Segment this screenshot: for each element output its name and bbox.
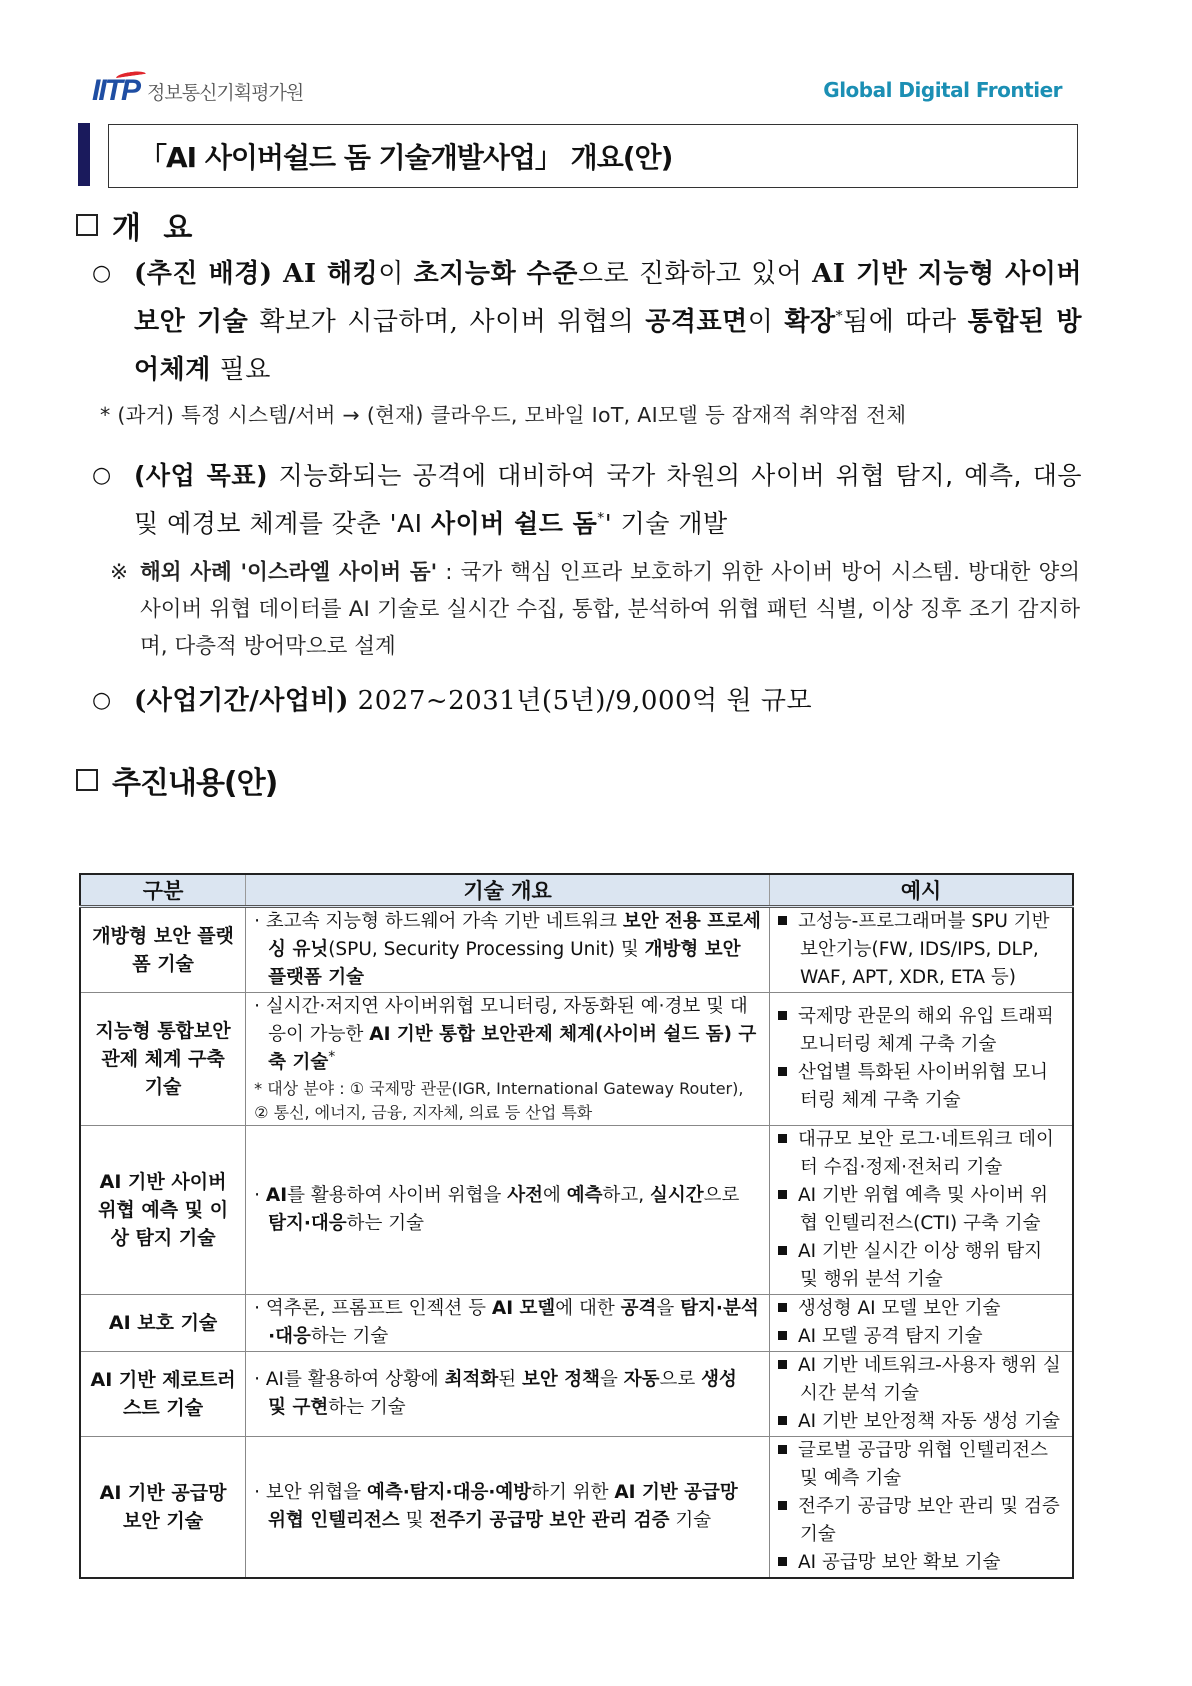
text-bold: 사전 bbox=[507, 1185, 543, 1206]
square-bullet-icon bbox=[778, 1445, 787, 1454]
example-item: 산업별 특화된 사이버위협 모니터링 체계 구축 기술 bbox=[778, 1059, 1064, 1115]
example-item: AI 기반 보안정책 자동 생성 기술 bbox=[778, 1408, 1064, 1436]
text: 됨에 따라 bbox=[843, 307, 968, 337]
square-bullet-icon bbox=[778, 1134, 787, 1143]
example-item: AI 기반 네트워크-사용자 행위 실시간 분석 기술 bbox=[778, 1352, 1064, 1408]
category-cell: AI 기반 제로트러스트 기술 bbox=[80, 1352, 246, 1437]
text: 된 bbox=[498, 1369, 523, 1390]
logo-mark: IITP bbox=[92, 74, 140, 107]
text: 하는 기술 bbox=[328, 1397, 406, 1418]
description-cell: · AI를 활용하여 사이버 위협을 사전에 예측하고, 실시간으로 탐지·대응하는 기술 bbox=[246, 1126, 770, 1295]
text-bold: AI 기반 공급망 위협 인텔리전스 bbox=[268, 1482, 738, 1531]
category-cell: AI 기반 공급망 보안 기술 bbox=[80, 1437, 246, 1579]
title-box bbox=[108, 124, 1078, 188]
text: 초고속 지능형 하드웨어 가속 기반 네트워크 bbox=[265, 911, 623, 932]
bullet-label: (사업기간/사업비) bbox=[134, 686, 349, 716]
description-cell: · 초고속 지능형 하드웨어 가속 기반 네트워크 보안 전용 프로세싱 유닛(SPU, Security Processing Unit) 및 개방형 보안 플랫폼 기술 bbox=[246, 907, 770, 993]
description-cell: · 역추론, 프롬프트 인젝션 등 AI 모델에 대한 공격을 탐지·분석·대응하는 기술 bbox=[246, 1295, 770, 1352]
text-bold: AI 기반 지능형 사이버 보안 기술 bbox=[134, 259, 1083, 337]
example-item: 생성형 AI 모델 보안 기술 bbox=[778, 1295, 1064, 1323]
square-bullet-icon bbox=[778, 1331, 787, 1340]
text: 이 bbox=[747, 307, 785, 337]
example-item: 글로벌 공급망 위협 인텔리전스 및 예측 기술 bbox=[778, 1437, 1064, 1493]
text-bold: 통합된 방어체계 bbox=[134, 307, 1082, 385]
example-cell bbox=[770, 1126, 1073, 1295]
text-bold: 보안 전용 프로세싱 유닛 bbox=[268, 911, 761, 960]
example-item: 대규모 보안 로그·네트워크 데이터 수집·정제·전처리 기술 bbox=[778, 1126, 1064, 1182]
example-item: AI 기반 위협 예측 및 사이버 위협 인텔리전스(CTI) 구축 기술 bbox=[778, 1182, 1064, 1238]
table-row bbox=[80, 1352, 1073, 1437]
circle-bullet-icon: ○ bbox=[92, 688, 112, 713]
category-cell: AI 보호 기술 bbox=[80, 1295, 246, 1352]
square-bullet-icon bbox=[778, 1416, 787, 1425]
footnote-marker: * bbox=[597, 510, 605, 527]
square-bullet-icon bbox=[778, 1011, 787, 1020]
footnote-marker: * bbox=[835, 308, 844, 325]
text-bold: 생성 및 구현 bbox=[268, 1369, 737, 1418]
text-bold: 보안 정책 bbox=[522, 1369, 600, 1390]
background-footnote: * (과거) 특정 시스템/서버 → (현재) 클라우드, 모바일 IoT, AI모델 등 잠재적 취약점 전체 bbox=[100, 403, 907, 427]
text-bold: AI 기반 통합 보안관제 체계(사이버 쉴드 돔) 구축 기술 bbox=[268, 1024, 757, 1073]
square-bullet-icon bbox=[778, 1067, 787, 1076]
text: AI를 활용하여 상황에 bbox=[265, 1369, 445, 1390]
reference-label: 해외 사례 '이스라엘 사이버 돔' bbox=[140, 560, 438, 585]
category-cell: AI 기반 사이버 위협 예측 및 이상 탐지 기술 bbox=[80, 1126, 246, 1295]
circle-bullet-icon: ○ bbox=[92, 261, 112, 286]
description-footnote: ② 통신, 에너지, 금융, 지자체, 의료 등 산업 특화 bbox=[254, 1103, 593, 1122]
example-cell bbox=[770, 1437, 1073, 1579]
text-bold: 확장 bbox=[784, 307, 836, 337]
column-header: 구분 bbox=[80, 874, 246, 907]
text: (SPU, Security Processing Unit) 및 bbox=[328, 939, 645, 960]
category-cell: 개방형 보안 플랫폼 기술 bbox=[80, 907, 246, 993]
text: ' 기술 개발 bbox=[604, 509, 728, 538]
text-bold: AI 해킹 bbox=[272, 259, 379, 289]
checkbox-square-icon bbox=[76, 214, 98, 236]
example-cell bbox=[770, 993, 1073, 1126]
text: * bbox=[328, 1048, 336, 1065]
text: 하기 위한 bbox=[531, 1482, 615, 1503]
text-bold: AI bbox=[265, 1185, 288, 1206]
text: 지능화되는 공격에 대비하여 국가 차원의 사이버 위협 탐지, 예측, 대응 및 예경보 체계를 갖춘 'AI bbox=[134, 461, 1082, 538]
description-cell: · AI를 활용하여 상황에 최적화된 보안 정책을 자동으로 생성 및 구현하는 기술 bbox=[246, 1352, 770, 1437]
text: 를 활용하여 사이버 위협을 bbox=[287, 1185, 508, 1206]
example-item: 고성능-프로그래머블 SPU 기반 보안기능(FW, IDS/IPS, DLP, WAF, APT, XDR, ETA 등) bbox=[778, 908, 1064, 992]
text: 실시간·저지연 사이버위협 모니터링, 자동화된 예·경보 및 대응이 가능한 bbox=[265, 996, 748, 1045]
table-header-row bbox=[80, 874, 1073, 907]
text: 을 bbox=[599, 1369, 624, 1390]
text-bold: 실시간 bbox=[650, 1185, 704, 1206]
square-bullet-icon bbox=[778, 1360, 787, 1369]
text-bold: 초지능화 수준 bbox=[413, 259, 578, 289]
example-item: AI 모델 공격 탐지 기술 bbox=[778, 1323, 1064, 1351]
square-bullet-icon bbox=[778, 1557, 787, 1566]
text: 하는 기술 bbox=[346, 1213, 425, 1234]
column-header: 기술 개요 bbox=[246, 874, 770, 907]
square-bullet-icon bbox=[778, 916, 787, 925]
text: 에 bbox=[542, 1185, 567, 1206]
text-bold: AI 모델 bbox=[491, 1298, 556, 1319]
description-cell: · 실시간·저지연 사이버위협 모니터링, 자동화된 예·경보 및 대응이 가능한 AI 기반 통합 보안관제 체계(사이버 쉴드 돔) 구축 기술* * 대상 분야 : ① 국제망 관문(IGR, International Gateway Router), ② 통신, 에너지, 금융, 지자체, 의료 등 산업 특화 bbox=[246, 993, 770, 1126]
section-title: 개 요 bbox=[112, 211, 199, 246]
page-header bbox=[92, 76, 1062, 112]
example-item: AI 공급망 보안 확보 기술 bbox=[778, 1549, 1064, 1577]
bullet-period bbox=[92, 677, 1082, 725]
example-item: AI 기반 실시간 이상 행위 탐지 및 행위 분석 기술 bbox=[778, 1238, 1064, 1294]
text: 2027~2031년(5년)/9,000억 원 규모 bbox=[348, 686, 813, 716]
description-footnote: * 대상 분야 : ① 국제망 관문(IGR, International Gateway Router), bbox=[254, 1079, 744, 1098]
square-bullet-icon bbox=[778, 1303, 787, 1312]
text: 을 bbox=[656, 1298, 681, 1319]
text-bold: 탐지·대응 bbox=[268, 1213, 347, 1234]
bullet-background bbox=[92, 250, 1082, 394]
square-bullet-icon bbox=[778, 1190, 787, 1199]
example-item: 국제망 관문의 해외 유입 트래픽 모니터링 체계 구축 기술 bbox=[778, 1003, 1064, 1059]
text-bold: 공격표면 bbox=[645, 307, 748, 337]
text-bold: 최적화 bbox=[444, 1369, 499, 1390]
table-row bbox=[80, 1437, 1073, 1579]
section-title: 추진내용(안) bbox=[112, 766, 278, 801]
checkbox-square-icon bbox=[76, 769, 98, 791]
text: 기술 bbox=[669, 1510, 712, 1531]
plan-table bbox=[79, 873, 1074, 1579]
reference-text: : 국가 핵심 인프라 보호하기 위한 사이버 방어 시스템. 방대한 양의 사이버 위협 데이터를 AI 기술로 실시간 수집, 통합, 분석하여 위협 패턴 식별, 이상 징후 조기 감지하며, 다층적 방어막으로 설계 bbox=[140, 560, 1080, 659]
section-plan-heading bbox=[76, 758, 277, 802]
text-bold: 공격 bbox=[620, 1298, 657, 1319]
example-item: 전주기 공급망 보안 관리 및 검증 기술 bbox=[778, 1493, 1064, 1549]
text-bold: 예측 bbox=[566, 1185, 603, 1206]
text: 하고, bbox=[602, 1185, 650, 1206]
table-row bbox=[80, 907, 1073, 993]
reference-note bbox=[110, 554, 1080, 665]
square-bullet-icon bbox=[778, 1501, 787, 1510]
description-cell: · 보안 위협을 예측·탐지·대응·예방하기 위한 AI 기반 공급망 위협 인텔리전스 및 전주기 공급망 보안 관리 검증 기술 bbox=[246, 1437, 770, 1579]
bullet-label: (추진 배경) bbox=[134, 259, 273, 289]
text: 역추론, 프롬프트 인젝션 등 bbox=[265, 1298, 492, 1319]
table-row bbox=[80, 1295, 1073, 1352]
text: 보안 위협을 bbox=[265, 1482, 368, 1503]
text: 으로 진화하고 있어 bbox=[577, 259, 813, 289]
table-row bbox=[80, 993, 1073, 1126]
text: 필요 bbox=[210, 355, 271, 385]
text-bold: 전주기 공급망 보안 관리 검증 bbox=[429, 1510, 670, 1531]
iitp-logo bbox=[92, 76, 303, 106]
column-header: 예시 bbox=[770, 874, 1073, 907]
text-bold: 탐지·분석·대응 bbox=[268, 1298, 759, 1347]
bullet-label: (사업 목표) bbox=[134, 461, 268, 490]
example-cell bbox=[770, 907, 1073, 993]
reference-mark-icon: ※ bbox=[110, 560, 129, 585]
text-bold: 예측·탐지·대응·예방 bbox=[367, 1482, 532, 1503]
text-bold: 개방형 보안 플랫폼 기술 bbox=[268, 939, 741, 988]
square-bullet-icon bbox=[778, 1246, 787, 1255]
bullet-goal bbox=[92, 452, 1082, 548]
section-overview-heading bbox=[76, 203, 198, 247]
category-cell: 지능형 통합보안 관제 체계 구축 기술 bbox=[80, 993, 246, 1126]
text: 이 bbox=[378, 259, 414, 289]
text-bold: 사이버 쉴드 돔 bbox=[430, 509, 598, 538]
text: 하는 기술 bbox=[310, 1326, 389, 1347]
example-cell bbox=[770, 1352, 1073, 1437]
text-bold: 자동 bbox=[623, 1369, 660, 1390]
table-row bbox=[80, 1126, 1073, 1295]
text: 으로 bbox=[703, 1185, 740, 1206]
text: 확보가 시급하며, 사이버 위협의 bbox=[248, 307, 646, 337]
example-cell bbox=[770, 1295, 1073, 1352]
page-title: 「AI 사이버쉴드 돔 기술개발사업」 개요(안) bbox=[139, 141, 673, 174]
title-accent-bar bbox=[78, 123, 90, 186]
logo-org-name: 정보통신기획평가원 bbox=[147, 81, 304, 104]
text: 에 대한 bbox=[555, 1298, 621, 1319]
circle-bullet-icon: ○ bbox=[92, 463, 112, 488]
text: 및 bbox=[399, 1510, 430, 1531]
slogan: Global Digital Frontier bbox=[823, 78, 1062, 102]
text: 으로 bbox=[659, 1369, 702, 1390]
